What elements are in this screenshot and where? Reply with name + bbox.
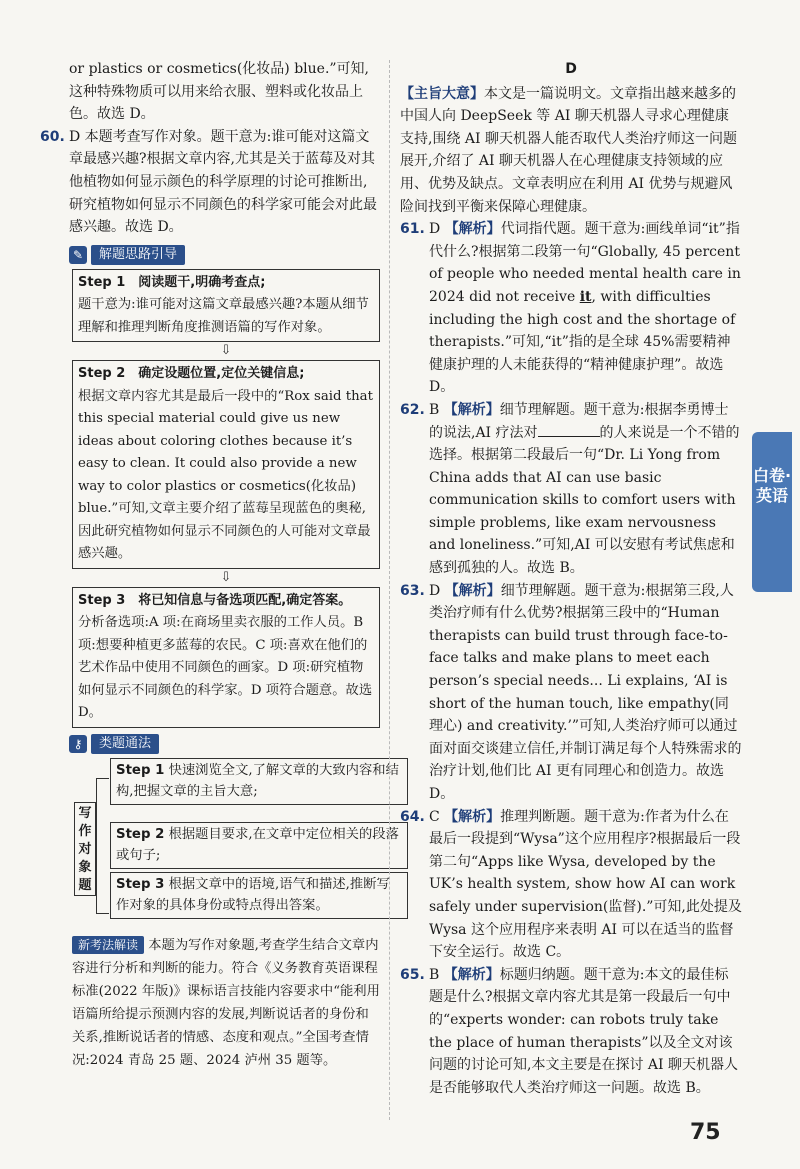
question-63 — [400, 580, 742, 806]
main-idea — [400, 83, 742, 219]
step-box-1 — [72, 269, 380, 343]
question-65 — [400, 964, 742, 1100]
analysis-text: 标题归纳题。题干意为:本文的最佳标题是什么?根据文章内容尤其是第一段最后一句中的“experts wonder: can robots truly take the place of human therapists”以及全文对该问题的讨论可知,本文主要是在探讨 AI 聊天机器人是否能够取代人类治疗师这一问题。故选 B。 — [429, 966, 738, 1096]
bracket — [96, 778, 109, 914]
step-body: 题干意为:谁可能对这篇文章最感兴趣?本题从细节理解和推理判断角度推测语篇的写作对象。 — [78, 297, 369, 335]
step-box-2 — [72, 360, 380, 569]
question-62 — [400, 399, 742, 580]
analysis-tag: 【解析】 — [444, 221, 501, 238]
question-60 — [40, 126, 380, 239]
method-diagram — [72, 758, 399, 934]
tongfa-header — [69, 734, 380, 754]
main-idea-tag: 【主旨大意】 — [400, 85, 484, 102]
question-number: 60. — [40, 128, 65, 145]
answer-letter: D — [429, 221, 441, 238]
guide-header — [69, 245, 380, 265]
question-61 — [400, 218, 742, 399]
analysis-text-cont: , with difficulties including the high cost and the shortage of therapists.”可知,“it”指的是全球 45%需要精神健康护理的人未能获得的“精神健康护理”。故选 D。 — [429, 288, 736, 396]
answer-letter: C — [429, 808, 440, 825]
down-arrow-icon: ⇩ — [220, 343, 232, 359]
method-step-body: 快速浏览全文,了解文章的大致内容和结构,把握文章的主旨大意; — [116, 762, 399, 800]
question-number: 64. — [400, 808, 425, 825]
analysis-text: 推理判断题。题干意为:作者为什么在最后一段提到“Wysa”这个应用程序?根据最后一段第二句“Apps like Wysa, developed by the UK’s health system, show how AI can work safely under supervision(监督).”可知,此处提及 Wysa 这个应用程序来表明 AI 可以在适当的监督下安全运行。故选 C。 — [429, 808, 742, 961]
side-label: 写作对象题 — [74, 802, 96, 896]
answer-letter: D — [429, 582, 441, 599]
passage-heading: D — [565, 61, 577, 77]
analysis-tag: 【解析】 — [443, 401, 500, 418]
method-step-title: Step 2 — [116, 826, 165, 842]
step-box-3 — [72, 587, 380, 728]
method-step-body: 根据题目要求,在文章中定位相关的段落或句子; — [116, 826, 399, 864]
step-title: Step 3 将已知信息与备选项匹配,确定答案。 — [78, 592, 352, 608]
continued-answer-text: or plastics or cosmetics(化妆品) blue.”可知,这种特殊物质可以用来给衣服、塑料或化妆品上色。故选 D。 — [69, 61, 370, 123]
question-number: 65. — [400, 966, 425, 983]
question-number: 62. — [400, 401, 425, 418]
question-number: 63. — [400, 582, 425, 599]
method-step-title: Step 3 — [116, 876, 165, 892]
page-number: 75 — [690, 1120, 721, 1145]
method-step-1 — [110, 758, 408, 805]
question-60-text: D 本题考查写作对象。题干意为:谁可能对这篇文章最感兴趣?根据文章内容,尤其是关于蓝莓及对其他植物如何显示颜色的科学原理的讨论可推断出,研究植物如何显示不同颜色的科学家可能会对此最感兴趣。故选 D。 — [69, 128, 377, 236]
method-step-title: Step 1 — [116, 762, 165, 778]
guide-label: 解题思路引导 — [91, 245, 185, 265]
analysis-text: 细节理解题。题干意为:根据李勇博士的说法,AI 疗法对 — [429, 401, 729, 441]
key-icon: ⚷ — [69, 735, 87, 753]
tongfa-label: 类题通法 — [91, 734, 159, 754]
underlined-word: it — [579, 288, 592, 305]
method-step-3 — [110, 872, 408, 919]
main-idea-text: 本文是一篇说明文。文章指出越来越多的中国人向 DeepSeek 等 AI 聊天机器人寻求心理健康支持,围绕 AI 聊天机器人能否取代人类治疗师这一问题展开,介绍了 AI 聊天机器人在心理健康支持领域的应用、优势及缺点。文章表明应在利用 AI 优势与规避风险间找到平衡来保障心理健康。 — [400, 85, 737, 215]
down-arrow-icon: ⇩ — [220, 569, 232, 585]
step-title: Step 2 确定设题位置,定位关键信息; — [78, 366, 305, 382]
analysis-text: 细节理解题。题干意为:根据第三段,人类治疗师有什么优势?根据第三段中的“Human therapists can build trust through face-to-face talks and make plans to meet each person’s special needs... Li explains, ‘AI is short of the human touch, like empathy(同理心) and creativity.’”可知,人类治疗师可以通过面对面交谈建立信任,并制订满足每个人特殊需求的治疗计划,他们比 AI 更有同理心和创造力。故选 D。 — [429, 582, 742, 802]
step-title: Step 1 阅读题干,明确考查点; — [78, 274, 266, 290]
note-label: 新考法解读 — [72, 936, 144, 954]
question-number: 61. — [400, 221, 425, 238]
step-body: 分析备选项:A 项:在商场里卖衣服的工作人员。B 项:想要种植更多蓝莓的农民。C 项:喜欢在他们的艺术作品中使用不同颜色的画家。D 项:研究植物如何显示不同颜色的科学家。D 项符合题意。故选 D。 — [78, 615, 373, 721]
side-tab: 白卷·英语 — [752, 432, 792, 592]
left-column — [40, 58, 399, 1072]
question-64 — [400, 806, 742, 964]
analysis-text: 代词指代题。题干意为:画线单词“it”指代什么?根据第二段第一句“Globally, 45 percent of people who needed mental health care in 2024 did not receive — [429, 221, 741, 305]
analysis-tag: 【解析】 — [444, 808, 501, 825]
blank-line — [538, 422, 600, 437]
right-column — [400, 58, 742, 1099]
column-divider — [389, 60, 390, 1120]
step-body: 根据文章内容尤其是最后一段中的“Rox said that this special material could give us new ideas about coloring clothes because it’s easy to clean. It could also provide a new way to color plastics or cosmetics(化妆品) blue.”可知,文章主要介绍了蓝莓呈现蓝色的奥秘,因此研究植物如何显示不同颜色的人可能对文章最感兴趣。 — [78, 388, 373, 562]
method-step-body: 根据文章中的语境,语气和描述,推断写作对象的具体身份或特点得出答案。 — [116, 876, 390, 914]
note-text: 本题为写作对象题,考查学生结合文章内容进行分析和判断的能力。符合《义务教育英语课程标准(2022 年版)》课标语言技能内容要求中“能利用语篇所给提示预测内容的发展,判断说话者的身份和关系,推断说话者的情感、态度和观点。”全国考查情况:2024 青岛 25 题、2024 泸州 35 题等。 — [72, 937, 380, 1068]
answer-letter: B — [429, 966, 440, 983]
analysis-text-cont: 的人来说是一个不错的选择。根据第二段最后一句“Dr. Li Yong from China adds that AI can use basic communication skills to comfort users with simple problems, like exam nervousness and loneliness.”可知,AI 可以安慰有考试焦虑和感到孤独的人。故选 B。 — [429, 424, 740, 577]
analysis-tag: 【解析】 — [443, 966, 500, 983]
pencil-icon: ✎ — [69, 246, 87, 264]
analysis-tag: 【解析】 — [444, 582, 501, 599]
method-step-2 — [110, 822, 408, 869]
answer-letter: B — [429, 401, 440, 418]
exam-note — [72, 934, 380, 1072]
